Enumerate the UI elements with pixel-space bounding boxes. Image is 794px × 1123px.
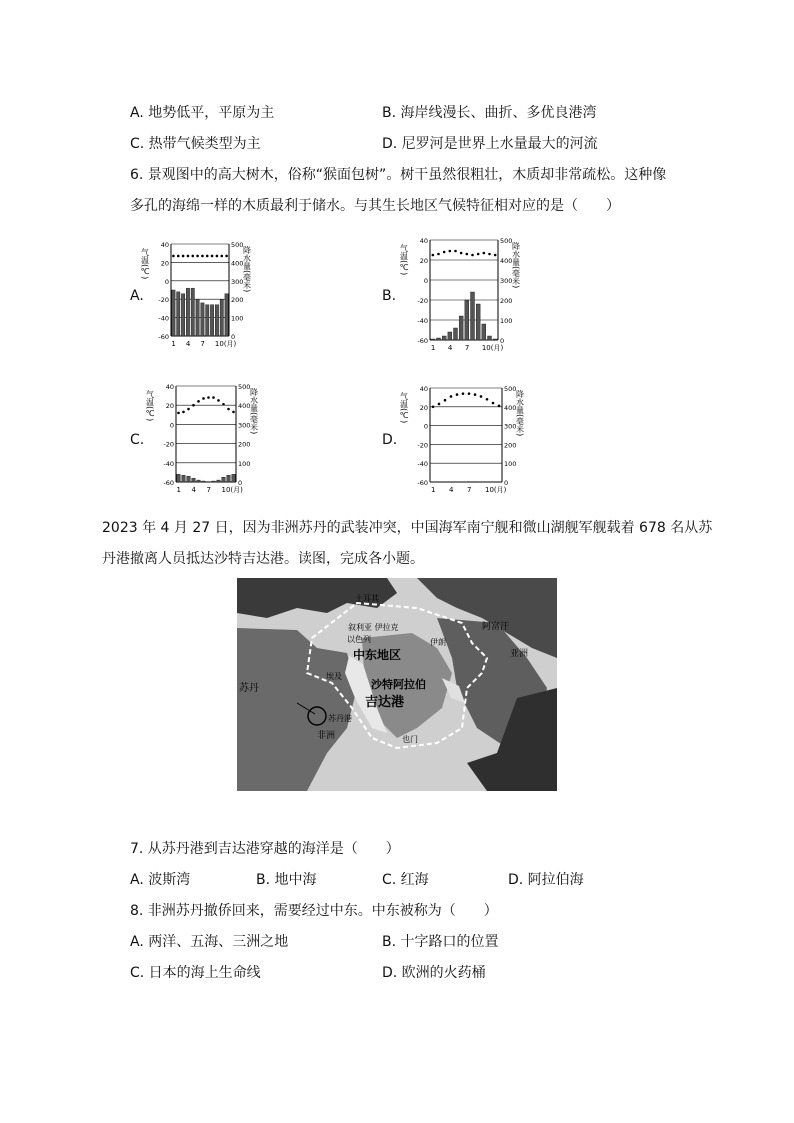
precip-axis-title: 降水量(毫米) xyxy=(242,246,252,293)
precip-bar xyxy=(442,336,446,340)
precip-tick-label: 400 xyxy=(500,257,513,265)
map-label-middle-east: 中东地区 xyxy=(353,648,402,662)
temp-point xyxy=(220,255,223,258)
month-tick-label: 1 xyxy=(430,344,436,352)
precip-tick-label: 0 xyxy=(231,333,236,341)
temp-point xyxy=(474,393,477,396)
temp-point xyxy=(462,392,465,395)
temp-point xyxy=(187,255,190,258)
temp-point xyxy=(206,255,209,258)
q7-option-a[interactable]: A. 波斯湾 xyxy=(130,872,191,888)
map-label-syria-iraq: 叙利亚 伊拉克 xyxy=(348,623,399,632)
q7-option-c[interactable]: C. 红海 xyxy=(382,872,429,888)
temp-tick-label: 40 xyxy=(419,385,428,393)
q6-option-d-label[interactable]: D. xyxy=(382,432,398,448)
temp-point xyxy=(225,255,228,258)
precip-bar xyxy=(227,475,231,482)
temp-point xyxy=(177,255,180,258)
temp-tick-label: 0 xyxy=(164,277,169,286)
month-tick-label: 1 xyxy=(176,486,181,494)
precip-bar xyxy=(217,480,221,482)
temp-tick-label: -40 xyxy=(158,314,169,323)
q5-option-c[interactable]: C. 热带气候类型为主 xyxy=(130,136,261,152)
temp-point xyxy=(460,252,463,255)
temp-point xyxy=(471,254,474,257)
precip-tick-label: 300 xyxy=(504,422,517,431)
temp-tick-label: -60 xyxy=(158,333,169,341)
precip-tick-label: 100 xyxy=(238,459,251,468)
precip-tick-label: 0 xyxy=(238,479,243,487)
temp-tick-label: -20 xyxy=(417,297,428,305)
temp-tick-label: -20 xyxy=(163,440,174,449)
precip-bar xyxy=(225,294,228,336)
precip-tick-label: 200 xyxy=(238,440,251,449)
temp-point xyxy=(187,408,190,411)
precip-bar xyxy=(212,481,216,482)
q6-option-b-label[interactable]: B. xyxy=(382,288,397,304)
q7-stem: 7. 从苏丹港到吉达港穿越的海洋是（ ） xyxy=(130,841,400,857)
q8-option-b[interactable]: B. 十字路口的位置 xyxy=(382,934,499,950)
precip-bar xyxy=(448,332,452,340)
precip-bar xyxy=(232,474,236,482)
month-tick-label: 4 xyxy=(185,340,191,348)
precip-bar xyxy=(222,477,226,482)
temp-tick-label: 0 xyxy=(423,422,428,431)
temp-point xyxy=(438,403,441,406)
month-tick-label: 4 xyxy=(447,344,453,352)
precip-bar xyxy=(206,305,209,336)
temp-tick-label: 40 xyxy=(419,237,428,245)
precip-tick-label: 200 xyxy=(504,441,517,450)
temp-point xyxy=(449,250,452,253)
precip-bar xyxy=(192,478,196,482)
precip-bar xyxy=(201,303,204,336)
precip-tick-label: 500 xyxy=(231,241,244,249)
temp-tick-label: 40 xyxy=(165,383,174,391)
precip-bar xyxy=(177,474,181,482)
precip-tick-label: 300 xyxy=(238,421,251,430)
precip-bar xyxy=(187,476,191,482)
precip-bar xyxy=(215,305,218,336)
precip-tick-label: 400 xyxy=(238,402,251,411)
map-label-port-sudan: 苏丹港 xyxy=(328,714,352,723)
temp-point xyxy=(454,250,457,253)
temp-point xyxy=(177,412,180,415)
map-label-turkey: 土耳其 xyxy=(355,594,379,603)
temp-point xyxy=(191,255,194,258)
intro-line2: 丹港撤离人员抵达沙特吉达港。读图，完成各小题。 xyxy=(102,551,424,567)
precip-axis-title: 降水量(毫米) xyxy=(515,390,525,437)
q8-stem: 8. 非洲苏丹撤侨回来，需要经过中东。中东被称为（ ） xyxy=(130,903,498,919)
temp-tick-label: -60 xyxy=(417,479,428,487)
temp-tick-label: -40 xyxy=(417,317,428,325)
q5-option-a[interactable]: A. 地势低平，平原为主 xyxy=(130,105,275,121)
map-label-sudan: 苏丹 xyxy=(239,683,259,694)
temp-point xyxy=(450,395,453,398)
month-tick-label: 7 xyxy=(200,340,205,348)
precip-bar xyxy=(177,292,180,336)
temp-point xyxy=(437,253,440,256)
precip-bar xyxy=(476,304,480,340)
precip-bar xyxy=(191,288,194,336)
precip-tick-label: 300 xyxy=(500,277,513,285)
temp-point xyxy=(477,253,480,256)
precip-tick-label: 500 xyxy=(238,383,251,391)
temp-point xyxy=(468,392,471,395)
temp-point xyxy=(216,255,219,258)
precip-bar xyxy=(202,481,206,482)
precip-tick-label: 100 xyxy=(500,317,513,325)
map-label-africa: 非洲 xyxy=(317,731,336,741)
climate-chart-a[interactable] xyxy=(140,236,255,352)
map-label-afghanistan: 阿富汗 xyxy=(482,622,510,632)
climate-chart-d[interactable] xyxy=(399,380,528,498)
precip-bar xyxy=(431,339,435,340)
temp-point xyxy=(432,254,435,257)
q6-stem-line2: 多孔的海绵一样的木质最利于储水。与其生长地区气候特征相对应的是（ ） xyxy=(130,198,620,214)
precip-bar xyxy=(459,316,463,340)
precip-bar xyxy=(197,480,201,482)
temp-point xyxy=(492,402,495,405)
temp-tick-label: 20 xyxy=(165,402,174,411)
map-label-jeddah: 吉达港 xyxy=(365,695,405,710)
map-label-iran: 伊朗 xyxy=(430,638,446,647)
month-tick-label: 7 xyxy=(206,486,211,494)
precip-tick-label: 0 xyxy=(504,479,509,487)
temp-point xyxy=(494,254,497,257)
precip-tick-label: 100 xyxy=(231,314,244,323)
middle-east-map xyxy=(237,578,557,791)
temp-point xyxy=(483,252,486,255)
temp-point xyxy=(192,404,195,407)
temp-tick-label: 40 xyxy=(160,241,169,249)
temp-point xyxy=(197,400,200,403)
map-label-asia: 亚洲 xyxy=(510,649,529,659)
precip-bar xyxy=(437,338,441,340)
precip-bar xyxy=(182,475,186,482)
temp-point xyxy=(466,253,469,256)
climate-chart-b[interactable] xyxy=(399,232,524,356)
temp-axis-title: 气温(℃) xyxy=(399,392,409,424)
precip-bar xyxy=(196,299,199,336)
q6-option-c-label[interactable]: C. xyxy=(130,432,145,448)
q6-option-a-label[interactable]: A. xyxy=(130,288,144,304)
precip-bar xyxy=(181,294,184,336)
temp-point xyxy=(202,397,205,400)
temp-point xyxy=(211,255,214,258)
q8-option-c[interactable]: C. 日本的海上生命线 xyxy=(130,965,261,981)
temp-axis-title: 气温(℃) xyxy=(145,390,155,422)
q8-option-a[interactable]: A. 两洋、五海、三洲之地 xyxy=(130,934,289,950)
temp-axis-title: 气温(℃) xyxy=(399,244,409,276)
map-label-saudi: 沙特阿拉伯 xyxy=(371,678,426,691)
climate-chart-c[interactable] xyxy=(145,378,262,498)
precip-tick-label: 0 xyxy=(500,337,505,345)
precip-axis-title: 降水量(毫米) xyxy=(511,242,521,289)
temp-tick-label: 20 xyxy=(419,257,428,265)
precip-bar xyxy=(172,290,175,336)
precip-tick-label: 100 xyxy=(504,460,517,469)
temp-point xyxy=(212,396,215,399)
month-tick-label: 10(月) xyxy=(221,486,243,494)
temp-point xyxy=(227,408,230,411)
map-label-egypt: 埃及 xyxy=(326,672,342,681)
precip-tick-label: 500 xyxy=(500,237,513,245)
temp-point xyxy=(217,399,220,402)
q5-option-d[interactable]: D. 尼罗河是世界上水量最大的河流 xyxy=(382,136,598,152)
temp-point xyxy=(498,405,501,408)
precip-bar xyxy=(186,288,189,336)
precip-bar xyxy=(220,299,223,336)
precip-tick-label: 400 xyxy=(231,259,244,268)
temp-point xyxy=(232,411,235,414)
temp-point xyxy=(488,253,491,256)
q6-stem-line1: 6. 景观图中的高大树木，俗称“猴面包树”。树干虽然很粗壮，木质却非常疏松。这种像 xyxy=(130,167,667,183)
temp-tick-label: 20 xyxy=(419,403,428,412)
temp-point xyxy=(222,403,225,406)
intro-line1: 2023 年 4 月 27 日，因为非洲苏丹的武装冲突，中国海军南宁舰和微山湖舰军舰载着 678 名从苏 xyxy=(102,520,713,536)
temp-tick-label: 0 xyxy=(169,421,174,430)
q7-option-b[interactable]: B. 地中海 xyxy=(256,872,317,888)
temp-point xyxy=(207,396,210,399)
map-label-israel: 以色列 xyxy=(347,635,371,644)
month-tick-label: 7 xyxy=(467,486,472,494)
temp-tick-label: -60 xyxy=(163,479,174,487)
precip-tick-label: 400 xyxy=(504,403,517,412)
temp-tick-label: -20 xyxy=(158,296,169,305)
temp-point xyxy=(182,255,185,258)
temp-tick-label: 20 xyxy=(160,259,169,268)
precip-axis-title: 降水量(毫米) xyxy=(249,388,259,435)
month-tick-label: 7 xyxy=(464,344,470,352)
precip-bar xyxy=(471,292,475,340)
temp-tick-label: -40 xyxy=(163,459,174,468)
temp-axis-title: 气温(℃) xyxy=(140,248,150,280)
temp-point xyxy=(196,255,199,258)
temp-tick-label: 0 xyxy=(423,277,428,285)
month-tick-label: 1 xyxy=(431,486,436,494)
precip-bar xyxy=(488,336,492,340)
month-tick-label: 10(月) xyxy=(214,340,237,348)
month-tick-label: 4 xyxy=(191,486,196,494)
precip-bar xyxy=(454,328,458,340)
temp-point xyxy=(443,251,446,254)
month-tick-label: 10(月) xyxy=(485,486,507,494)
q5-option-b[interactable]: B. 海岸线漫长、曲折、多优良港湾 xyxy=(382,105,597,121)
precip-bar xyxy=(210,305,213,336)
temp-point xyxy=(444,399,447,402)
precip-bar xyxy=(493,339,497,340)
month-tick-label: 1 xyxy=(171,340,176,348)
precip-tick-label: 300 xyxy=(231,277,244,286)
temp-point xyxy=(172,255,175,258)
temp-tick-label: -20 xyxy=(417,441,428,450)
temp-point xyxy=(432,406,435,409)
temp-tick-label: -40 xyxy=(417,460,428,469)
precip-bar xyxy=(465,300,469,340)
precip-tick-label: 200 xyxy=(231,296,244,305)
temp-point xyxy=(456,393,459,396)
temp-point xyxy=(480,395,483,398)
temp-tick-label: -60 xyxy=(417,337,428,345)
temp-point xyxy=(201,255,204,258)
temp-point xyxy=(182,411,185,414)
q8-option-d[interactable]: D. 欧洲的火药桶 xyxy=(382,965,486,981)
temp-point xyxy=(486,398,489,401)
map-label-yemen: 也门 xyxy=(402,735,418,744)
q7-option-d[interactable]: D. 阿拉伯海 xyxy=(508,872,584,888)
precip-tick-label: 500 xyxy=(504,385,517,393)
precip-tick-label: 200 xyxy=(500,297,513,305)
precip-bar xyxy=(482,324,486,340)
month-tick-label: 10(月) xyxy=(481,344,504,352)
month-tick-label: 4 xyxy=(449,486,454,494)
